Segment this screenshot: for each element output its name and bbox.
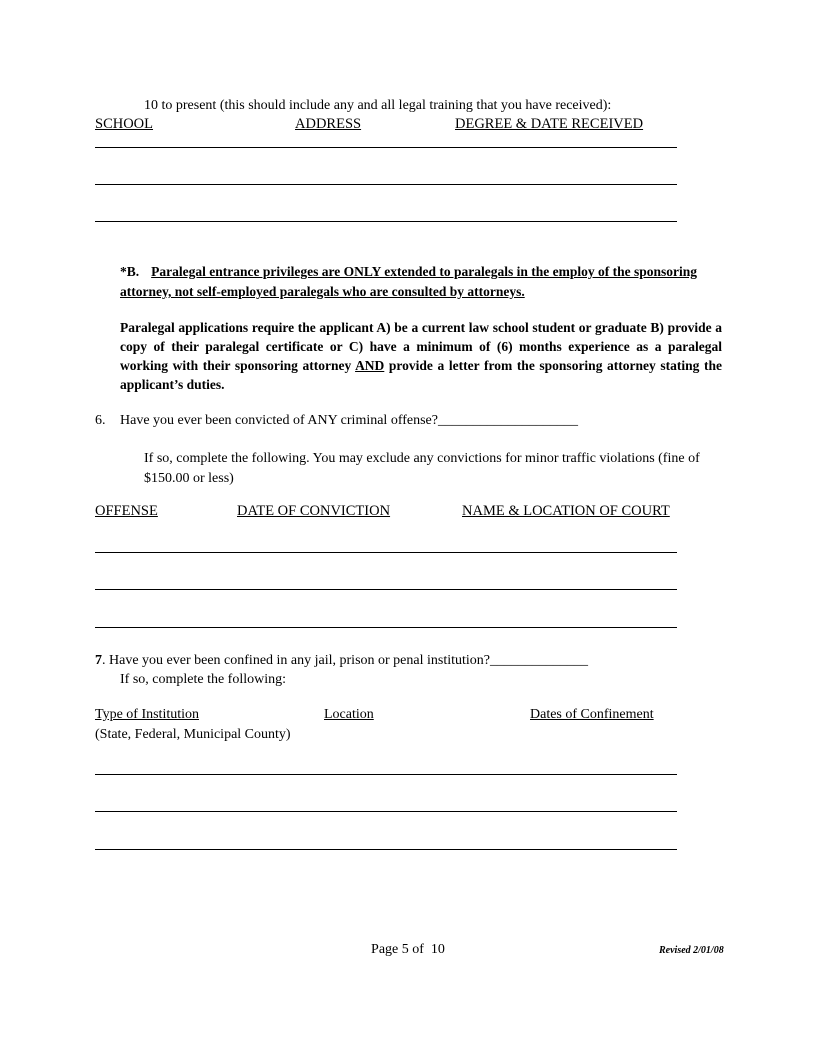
question-7-note: If so, complete the following: — [120, 672, 287, 687]
fill-in-line — [95, 589, 677, 590]
fill-in-line — [95, 774, 677, 775]
fill-in-line — [95, 811, 677, 812]
location-header: Location — [324, 707, 374, 722]
revision-note: Revised 2/01/08 — [659, 945, 724, 956]
requirements-part1: Paralegal applications require the applicant A) be a current law school student or graduate B) provide a copy of their paralegal certificate or C) have a minimum of (6) months experience as a paralegal working with their sponsoring attorney — [120, 320, 722, 373]
education-header-row — [0, 116, 816, 134]
question-7 — [95, 652, 588, 670]
court-header: NAME & LOCATION OF COURT — [462, 503, 670, 519]
question-6-number: 6. — [95, 413, 106, 428]
fill-in-line — [95, 221, 677, 222]
fill-in-line — [95, 627, 677, 628]
paralegal-requirements — [120, 318, 722, 394]
question-6-blank: ____________________ — [438, 413, 578, 428]
education-intro: 10 to present (this should include any and all legal training that you have received): — [144, 98, 612, 113]
notice-b — [120, 262, 722, 302]
date-of-conviction-header: DATE OF CONVICTION — [237, 503, 391, 519]
fill-in-line — [95, 552, 677, 553]
question-7-number: 7 — [95, 653, 102, 668]
requirements-and: AND — [355, 358, 385, 373]
institution-header-row — [0, 707, 816, 725]
education-header-degree: DEGREE & DATE RECEIVED — [455, 116, 644, 132]
question-6-text: Have you ever been convicted of ANY criminal offense? — [120, 413, 438, 428]
fill-in-line — [95, 184, 677, 185]
requirements-part2: provide a letter from the sponsoring attorney stating the applicant’s duties. — [120, 358, 722, 392]
notice-b-text: Paralegal entrance privileges are ONLY extended to paralegals in the employ of the sponsoring attorney, not self-employed paralegals who are consulted by attorneys. — [120, 264, 697, 299]
question-6-note: If so, complete the following. You may exclude any convictions for minor traffic violations (fine of $150.00 or less) — [144, 451, 700, 486]
page-number: Page 5 of 10 — [371, 942, 445, 957]
offense-header-row — [0, 503, 816, 521]
institution-type-subnote: (State, Federal, Municipal County) — [95, 727, 291, 742]
education-header-address: ADDRESS — [295, 116, 362, 132]
question-6 — [95, 412, 578, 430]
fill-in-line — [95, 849, 677, 850]
institution-type-header: Type of Institution — [95, 707, 200, 722]
offense-header: OFFENSE — [95, 503, 158, 519]
fill-in-line — [95, 147, 677, 148]
question-7-blank: ______________ — [490, 653, 589, 668]
confinement-dates-header: Dates of Confinement — [530, 707, 654, 722]
question-7-text: . Have you ever been confined in any jail, prison or penal institution? — [102, 653, 491, 668]
education-header-school: SCHOOL — [95, 116, 154, 132]
notice-b-label: *B. — [120, 264, 140, 279]
